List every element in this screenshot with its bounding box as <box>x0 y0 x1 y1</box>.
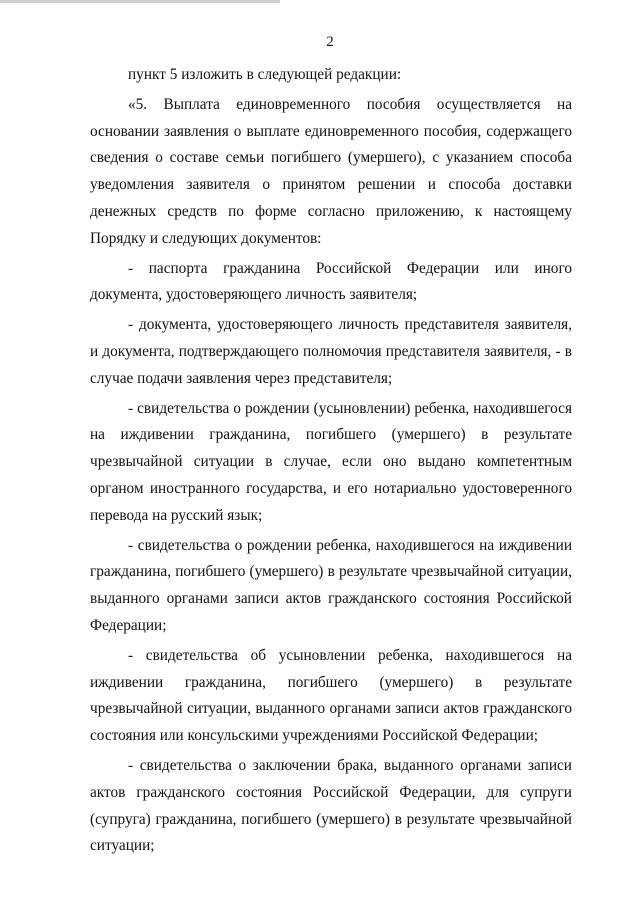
paragraph-item-5: «5. Выплата единовременного пособия осуществляется на основании заявления о выплате единовременного пособия, содержащего сведения о составе семьи погибшего (умершего), с указанием способа уведомления заявителя о принятом решении и способа доставки денежных средств по форме согласно приложению, к настоящему Порядку и следующих документов: <box>90 95 572 247</box>
document-body <box>90 62 572 860</box>
paragraph-birth-foreign: - свидетельства о рождении (усыновлении) ребенка, находившегося на иждивении гражданина, погибшего (умершего) в результате чрезвычайной ситуации в случае, если оно выдано компетентным органом иностранного государства, и его нотариально удостоверенного перевода на русский язык; <box>90 399 572 524</box>
paragraph-passport: - паспорта гражданина Российской Федерации или иного документа, удостоверяющего личность заявителя; <box>90 259 572 304</box>
paragraph-representative: - документа, удостоверяющего личность представителя заявителя, и документа, подтверждающего полномочия представителя заявителя, - в случае подачи заявления через представителя; <box>90 316 572 387</box>
paragraph-marriage: - свидетельства о заключении брака, выданного органами записи актов гражданского состояния Российской Федерации, для супруги (супруга) гражданина, погибшего (умершего) в результате чрезвычайной ситуации; <box>90 756 572 855</box>
scan-edge-line <box>0 0 280 3</box>
paragraph-birth-russia: - свидетельства о рождении ребенка, находившегося на иждивении гражданина, погибшего (умершего) в результате чрезвычайной ситуации, выданного органами записи актов гражданского состояния Российской Федерации; <box>90 536 572 634</box>
paragraph-intro: пункт 5 изложить в следующей редакции: <box>128 66 402 83</box>
page-number: 2 <box>326 34 334 50</box>
paragraph-adoption: - свидетельства об усыновлении ребенка, находившегося на иждивении гражданина, погибшего (умершего) в результате чрезвычайной ситуации, выданного органами записи актов гражданского состояния или консульскими учреждениями Российской Федерации; <box>90 646 572 745</box>
